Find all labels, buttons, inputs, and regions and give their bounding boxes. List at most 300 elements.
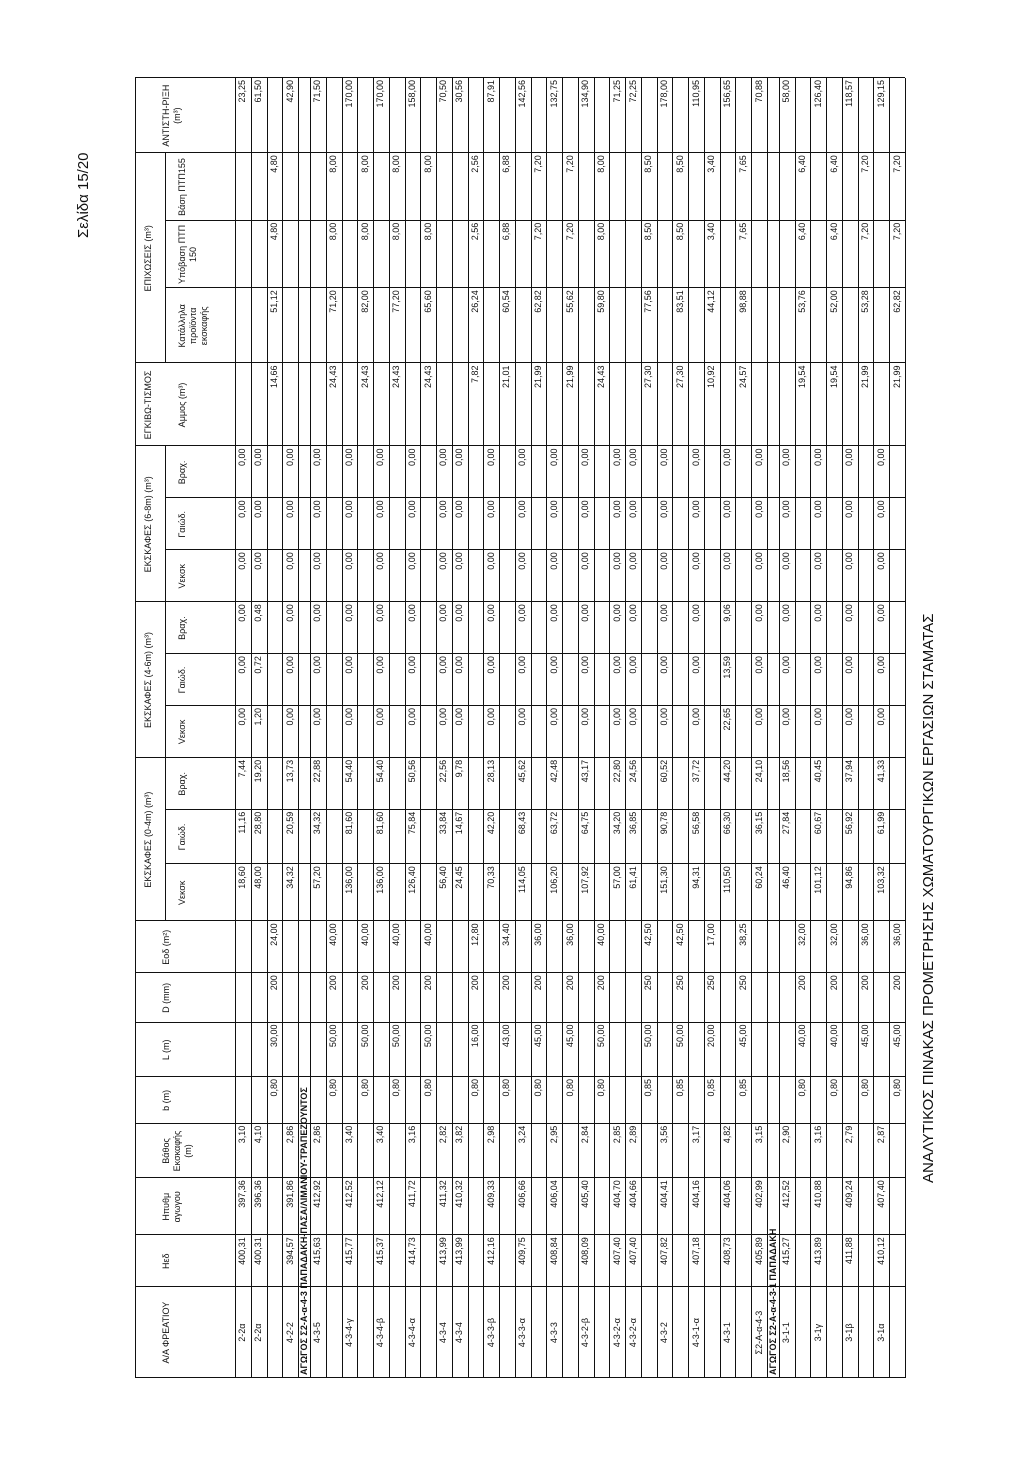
cell-v2: 0,00 <box>580 707 591 726</box>
cell-ery: 411,32 <box>438 1180 449 1208</box>
row-rule <box>562 78 563 1378</box>
cell-g3: 0,00 <box>548 500 559 518</box>
cell-l: 40,00 <box>797 1024 808 1048</box>
cell-depth: 3,16 <box>812 1125 823 1144</box>
row-rule <box>672 78 673 1378</box>
cell-ery: 406,04 <box>548 1180 559 1208</box>
cell-hed: 414,73 <box>406 1237 417 1265</box>
cell-kat: 60,54 <box>501 290 512 313</box>
cell-b1: 9,78 <box>454 759 465 778</box>
cell-b2: 0,00 <box>812 604 823 622</box>
cell-ery: 404,16 <box>690 1180 701 1208</box>
cell-b1: 54,40 <box>375 759 386 783</box>
cell-ery: 410,88 <box>812 1180 823 1208</box>
cell-v3: 0,00 <box>548 552 559 570</box>
cell-yp: 7,65 <box>737 222 748 241</box>
cell-ery: 410,32 <box>454 1180 465 1208</box>
cell-g2: 13,59 <box>722 656 733 679</box>
column-header-g2: Γαιώδ. <box>177 666 187 694</box>
row-rule <box>282 78 283 1378</box>
cell-kat: 53,76 <box>797 290 808 313</box>
cell-id: 2-2α <box>237 1323 248 1342</box>
cell-ery: 409,24 <box>844 1180 855 1208</box>
row-rule <box>546 78 547 1378</box>
cell-b1: 22,80 <box>611 759 622 783</box>
cell-l: 43,00 <box>501 1024 512 1048</box>
cell-b3: 0,00 <box>237 448 248 466</box>
cell-ant: 72,25 <box>627 80 638 103</box>
cell-yp: 7,20 <box>860 222 871 241</box>
cell-kat: 98,88 <box>737 290 748 313</box>
cell-depth: 3,56 <box>659 1125 670 1144</box>
cell-yp: 6,88 <box>501 222 512 241</box>
cell-d: 200 <box>359 975 370 991</box>
cell-bas: 8,50 <box>674 155 685 173</box>
cell-e: 24,00 <box>268 923 279 946</box>
cell-b2: 0,00 <box>611 604 622 622</box>
cell-b2: 0,00 <box>454 604 465 622</box>
cell-v1: 126,40 <box>406 866 417 894</box>
cell-b: 0,80 <box>268 1079 279 1097</box>
row-rule <box>688 78 689 1378</box>
cell-kat: 65,60 <box>422 290 433 313</box>
cell-v3: 0,00 <box>312 552 323 570</box>
cell-v2: 0,00 <box>548 707 559 726</box>
cell-ery: 404,41 <box>659 1180 670 1208</box>
column-header-e: Εοδ (m²) <box>161 929 171 965</box>
cell-g1: 27,84 <box>781 811 792 835</box>
cell-b2: 0,00 <box>375 604 386 622</box>
cell-hed: 407,40 <box>611 1237 622 1265</box>
cell-hed: 410,12 <box>875 1237 886 1265</box>
cell-e: 36,00 <box>891 923 902 946</box>
cell-ant: 23,25 <box>237 80 248 103</box>
cell-b: 0,80 <box>596 1079 606 1097</box>
cell-v1: 136,00 <box>375 866 386 894</box>
cell-g1: 56,92 <box>844 811 855 835</box>
cell-depth: 2,98 <box>485 1125 496 1144</box>
cell-b3: 0,00 <box>611 448 622 466</box>
cell-b1: 43,17 <box>580 759 591 783</box>
cell-v2: 0,00 <box>237 707 248 726</box>
cell-v3: 0,00 <box>659 552 670 570</box>
cell-v2: 0,00 <box>781 707 792 726</box>
row-rule <box>751 78 752 1378</box>
cell-bas: 8,50 <box>643 155 654 173</box>
cell-depth: 2,82 <box>438 1125 449 1144</box>
cell-v3: 0,00 <box>844 552 855 570</box>
cell-d: 200 <box>891 975 902 991</box>
cell-b: 0,80 <box>860 1079 871 1097</box>
cell-b3: 0,00 <box>406 448 417 466</box>
cell-sand: 19,54 <box>828 365 839 388</box>
cell-ant: 156,65 <box>722 80 733 108</box>
cell-e: 38,25 <box>737 923 748 946</box>
cell-b3: 0,00 <box>312 448 323 466</box>
cell-kat: 62,82 <box>532 290 543 313</box>
cell-depth: 3,17 <box>690 1125 701 1144</box>
cell-yp: 6,40 <box>828 222 839 241</box>
cell-g2: 0,00 <box>659 656 670 674</box>
row-rule <box>641 78 642 1378</box>
cell-b2: 0,00 <box>284 604 295 622</box>
cell-ery: 409,33 <box>485 1180 496 1208</box>
section-title: ΑΓΩΓΟΣ Σ2-Α-α-4-3-1 ΠΑΠΑΔΑΚΗ <box>767 1228 778 1375</box>
cell-b2: 0,00 <box>580 604 591 622</box>
cell-b2: 0,00 <box>343 604 354 622</box>
section-rule <box>310 78 311 1378</box>
cell-depth: 2,86 <box>312 1125 323 1144</box>
cell-b3: 0,00 <box>284 448 295 466</box>
cell-v1: 48,00 <box>253 866 264 889</box>
cell-id: 4-3-4-γ <box>343 1318 354 1347</box>
cell-g1: 63,72 <box>548 811 559 835</box>
earthworks-table <box>135 78 905 1378</box>
cell-ery: 407,40 <box>875 1180 886 1208</box>
cell-v3: 0,00 <box>812 552 823 570</box>
cell-v3: 0,00 <box>237 552 248 570</box>
group-rule <box>165 153 166 363</box>
cell-v3: 0,00 <box>438 552 449 570</box>
cell-hed: 415,27 <box>781 1237 792 1265</box>
cell-g3: 0,00 <box>781 500 792 518</box>
cell-v2: 0,00 <box>485 707 496 726</box>
cell-b2: 0,00 <box>237 604 248 622</box>
cell-ery: 402,99 <box>753 1180 764 1208</box>
cell-d: 250 <box>706 975 717 991</box>
cell-b: 0,80 <box>359 1079 370 1097</box>
cell-id: 3-1α <box>875 1323 886 1342</box>
cell-d: 250 <box>674 975 685 991</box>
cell-g2: 0,00 <box>690 656 701 674</box>
cell-depth: 2,84 <box>580 1125 591 1144</box>
cell-hed: 412,16 <box>485 1237 496 1265</box>
cell-g3: 0,00 <box>237 500 248 518</box>
column-header-v2: Vεκσκ <box>177 719 187 745</box>
cell-b1: 37,94 <box>844 759 855 783</box>
row-rule <box>578 78 579 1378</box>
cell-l: 45,00 <box>860 1024 871 1048</box>
cell-hed: 400,31 <box>237 1237 248 1265</box>
cell-g1: 68,43 <box>517 811 528 835</box>
row-rule <box>515 78 516 1378</box>
row-rule <box>389 78 390 1378</box>
cell-b: 0,85 <box>737 1079 748 1097</box>
cell-ant: 158,00 <box>406 80 417 108</box>
row-rule <box>858 78 859 1378</box>
cell-depth: 3,82 <box>454 1125 465 1144</box>
cell-depth: 3,24 <box>517 1125 528 1144</box>
cell-d: 200 <box>564 975 575 991</box>
cell-b3: 0,00 <box>253 448 264 466</box>
cell-v1: 107,92 <box>580 866 591 894</box>
cell-hed: 413,99 <box>438 1237 449 1265</box>
cell-id: 4-3-5 <box>312 1322 323 1344</box>
cell-v1: 151,30 <box>659 866 670 894</box>
cell-bas: 8,00 <box>596 155 606 173</box>
cell-sand: 7,82 <box>469 365 480 383</box>
cell-v3: 0,00 <box>690 552 701 570</box>
cell-id: 4-3-3 <box>548 1322 559 1344</box>
cell-depth: 4,82 <box>722 1125 733 1144</box>
cell-bas: 2,56 <box>469 155 480 173</box>
cell-ery: 397,36 <box>237 1180 248 1208</box>
cell-l: 45,00 <box>564 1024 575 1048</box>
cell-g3: 0,00 <box>690 500 701 518</box>
column-header-v3: Vεκσκ <box>177 563 187 589</box>
cell-g1: 11,16 <box>237 811 248 834</box>
cell-v2: 0,00 <box>438 707 449 726</box>
cell-g1: 81,60 <box>375 811 386 835</box>
cell-b2: 0,00 <box>627 604 638 622</box>
cell-yp: 8,50 <box>643 222 654 241</box>
cell-kat: 71,20 <box>328 290 339 313</box>
cell-e: 36,00 <box>860 923 871 946</box>
cell-bas: 7,20 <box>532 155 543 173</box>
cell-ant: 132,75 <box>548 80 559 108</box>
cell-id: 4-3-2-α <box>627 1317 638 1348</box>
cell-g2: 0,00 <box>627 656 638 674</box>
cell-g2: 0,00 <box>237 656 248 674</box>
cell-sand: 21,99 <box>891 365 902 388</box>
cell-b2: 0,00 <box>438 604 449 622</box>
cell-g2: 0,00 <box>580 656 591 674</box>
cell-b: 0,80 <box>328 1079 339 1097</box>
cell-depth: 2,90 <box>781 1125 792 1144</box>
cell-d: 200 <box>328 975 339 991</box>
cell-g2: 0,00 <box>406 656 417 674</box>
row-rule <box>420 78 421 1378</box>
column-header-ery: Ηπυθμ αγωγου <box>161 1191 182 1223</box>
page-number: Σελίδα 15/20 <box>75 152 92 238</box>
row-rule <box>326 78 327 1378</box>
cell-depth: 2,79 <box>844 1125 855 1144</box>
cell-e: 34,40 <box>501 923 512 946</box>
cell-b2: 9,06 <box>722 604 733 622</box>
cell-b1: 40,45 <box>812 759 823 783</box>
column-header-yp: Υπόβαση ΠΤΠ 150 <box>177 224 198 285</box>
cell-g2: 0,00 <box>875 656 886 674</box>
cell-ant: 170,00 <box>343 80 354 108</box>
cell-yp: 8,50 <box>674 222 685 241</box>
cell-ery: 405,40 <box>580 1180 591 1208</box>
cell-v3: 0,00 <box>485 552 496 570</box>
cell-ery: 412,12 <box>375 1180 386 1208</box>
cell-b: 0,85 <box>706 1079 717 1097</box>
section-title: ΑΓΩΓΟΣ Σ2-Α-α-4-3 ΠΑΠΑΔΑΚΗ-ΠΑΣΑ/ΛΙΜΑΝΙΟΥ-ΤΡΑΠΕΖΟΥΝΤΟΣ <box>299 1087 310 1375</box>
header-group-grp3: ΕΚΣΚΑΦΕΣ (6-8m) (m³) <box>143 476 153 573</box>
cell-hed: 408,09 <box>580 1237 591 1265</box>
column-header-g1: Γαιώδ. <box>177 823 187 851</box>
cell-b: 0,80 <box>564 1079 575 1097</box>
cell-g3: 0,00 <box>722 500 733 518</box>
cell-b: 0,80 <box>501 1079 512 1097</box>
cell-e: 40,00 <box>359 923 370 946</box>
row-rule <box>795 78 796 1378</box>
cell-hed: 415,63 <box>312 1237 323 1265</box>
cell-v1: 94,31 <box>690 866 701 889</box>
cell-b2: 0,48 <box>253 604 264 622</box>
cell-b1: 28,13 <box>485 759 496 783</box>
cell-v1: 70,33 <box>485 866 496 889</box>
row-rule <box>531 78 532 1378</box>
row-rule <box>342 78 343 1378</box>
cell-ant: 42,90 <box>284 80 295 103</box>
cell-e: 17,00 <box>706 923 717 946</box>
row-rule <box>251 78 252 1378</box>
cell-v3: 0,00 <box>627 552 638 570</box>
cell-v3: 0,00 <box>284 552 295 570</box>
cell-l: 40,00 <box>828 1024 839 1048</box>
cell-yp: 2,56 <box>469 222 480 241</box>
cell-b1: 18,56 <box>781 759 792 783</box>
row-rule <box>357 78 358 1378</box>
cell-v1: 61,41 <box>627 866 638 889</box>
cell-g3: 0,00 <box>611 500 622 518</box>
cell-yp: 3,40 <box>706 222 717 241</box>
cell-b3: 0,00 <box>485 448 496 466</box>
cell-v3: 0,00 <box>722 552 733 570</box>
row-rule <box>720 78 721 1378</box>
cell-ant: 87,91 <box>485 80 496 103</box>
cell-kat: 55,62 <box>564 290 575 313</box>
cell-yp: 8,00 <box>359 222 370 241</box>
cell-depth: 3,40 <box>343 1125 354 1144</box>
cell-v1: 46,40 <box>781 866 792 889</box>
cell-d: 200 <box>391 975 402 991</box>
cell-g3: 0,00 <box>438 500 449 518</box>
cell-id: 4-3-4-α <box>406 1317 417 1348</box>
cell-g3: 0,00 <box>454 500 465 518</box>
cell-id: 4-3-4 <box>454 1322 465 1344</box>
cell-b: 0,80 <box>797 1079 808 1097</box>
cell-e: 40,00 <box>596 923 606 946</box>
cell-g1: 90,78 <box>659 811 670 835</box>
cell-b1: 45,62 <box>517 759 528 783</box>
cell-g2: 0,00 <box>312 656 323 674</box>
cell-v3: 0,00 <box>753 552 764 570</box>
cell-hed: 408,84 <box>548 1237 559 1265</box>
cell-l: 50,00 <box>596 1024 606 1048</box>
cell-g3: 0,00 <box>812 500 823 518</box>
section-rule <box>767 78 768 1378</box>
cell-v2: 0,00 <box>690 707 701 726</box>
cell-sand: 19,54 <box>797 365 808 388</box>
cell-g2: 0,00 <box>284 656 295 674</box>
cell-v2: 0,00 <box>406 707 417 726</box>
cell-id: 4-2-2 <box>284 1322 295 1344</box>
cell-b2: 0,00 <box>548 604 559 622</box>
cell-id: 4-3-2-α <box>611 1317 622 1348</box>
cell-v1: 101,12 <box>812 866 823 894</box>
header-group-grp5: ΕΠΙΧΩΣΕΙΣ (m³) <box>143 225 153 292</box>
cell-b1: 13,73 <box>284 759 295 783</box>
cell-kat: 59,80 <box>596 290 606 313</box>
cell-yp: 7,20 <box>891 222 902 241</box>
cell-depth: 3,40 <box>375 1125 386 1144</box>
cell-yp: 8,00 <box>596 222 606 241</box>
cell-b3: 0,00 <box>753 448 764 466</box>
cell-bas: 7,20 <box>891 155 902 173</box>
cell-g2: 0,00 <box>844 656 855 674</box>
cell-depth: 2,86 <box>284 1125 295 1144</box>
cell-ant: 58,00 <box>781 80 792 103</box>
column-header-b: b (m) <box>161 1089 171 1111</box>
row-rule <box>436 78 437 1378</box>
cell-depth: 2,87 <box>875 1125 886 1144</box>
cell-hed: 407,40 <box>627 1237 638 1265</box>
cell-b2: 0,00 <box>844 604 855 622</box>
cell-v2: 0,00 <box>343 707 354 726</box>
row-rule <box>483 78 484 1378</box>
cell-b3: 0,00 <box>454 448 465 466</box>
column-header-b1: Βραχ. <box>177 772 187 796</box>
row-rule <box>873 78 874 1378</box>
column-header-g3: Γαιώδ. <box>177 510 187 538</box>
cell-hed: 405,89 <box>753 1237 764 1265</box>
cell-v2: 0,00 <box>812 707 823 726</box>
cell-g1: 64,75 <box>580 811 591 835</box>
cell-b3: 0,00 <box>812 448 823 466</box>
cell-sand: 27,30 <box>643 365 654 388</box>
cell-g3: 0,00 <box>253 500 264 518</box>
cell-d: 200 <box>268 975 279 991</box>
cell-sand: 24,43 <box>359 365 370 388</box>
cell-v2: 1,20 <box>253 707 264 726</box>
cell-b2: 0,00 <box>517 604 528 622</box>
cell-kat: 52,00 <box>828 290 839 313</box>
column-header-b2: Βραχ. <box>177 616 187 640</box>
cell-v2: 0,00 <box>844 707 855 726</box>
cell-id: 4-3-2 <box>659 1322 670 1344</box>
cell-sand: 24,43 <box>328 365 339 388</box>
cell-v1: 60,24 <box>753 866 764 889</box>
cell-id: 4-3-2-β <box>580 1318 591 1348</box>
cell-g2: 0,00 <box>375 656 386 674</box>
cell-b1: 24,56 <box>627 759 638 783</box>
cell-ery: 396,36 <box>253 1180 264 1208</box>
cell-v2: 0,00 <box>454 707 465 726</box>
cell-ant: 70,88 <box>753 80 764 103</box>
cell-e: 40,00 <box>328 923 339 946</box>
cell-e: 36,00 <box>532 923 543 946</box>
cell-bas: 3,40 <box>706 155 717 173</box>
cell-kat: 26,24 <box>469 290 480 313</box>
cell-b: 0,85 <box>643 1079 654 1097</box>
cell-ery: 412,52 <box>781 1180 792 1208</box>
cell-v1: 56,40 <box>438 866 449 889</box>
cell-ery: 404,66 <box>627 1180 638 1208</box>
cell-g3: 0,00 <box>406 500 417 518</box>
cell-b3: 0,00 <box>517 448 528 466</box>
cell-g3: 0,00 <box>659 500 670 518</box>
row-rule <box>373 78 374 1378</box>
cell-hed: 407,82 <box>659 1237 670 1265</box>
cell-kat: 53,28 <box>860 290 871 313</box>
cell-id: 3-1-1 <box>781 1322 792 1344</box>
cell-yp: 7,20 <box>564 222 575 241</box>
cell-v3: 0,00 <box>343 552 354 570</box>
cell-ant: 126,40 <box>812 80 823 108</box>
cell-bas: 8,00 <box>391 155 402 173</box>
cell-g2: 0,00 <box>812 656 823 674</box>
cell-b2: 0,00 <box>406 604 417 622</box>
cell-g1: 42,20 <box>485 811 496 835</box>
cell-d: 250 <box>643 975 654 991</box>
cell-bas: 6,40 <box>828 155 839 173</box>
cell-g1: 61,99 <box>875 811 886 835</box>
cell-hed: 413,89 <box>812 1237 823 1265</box>
